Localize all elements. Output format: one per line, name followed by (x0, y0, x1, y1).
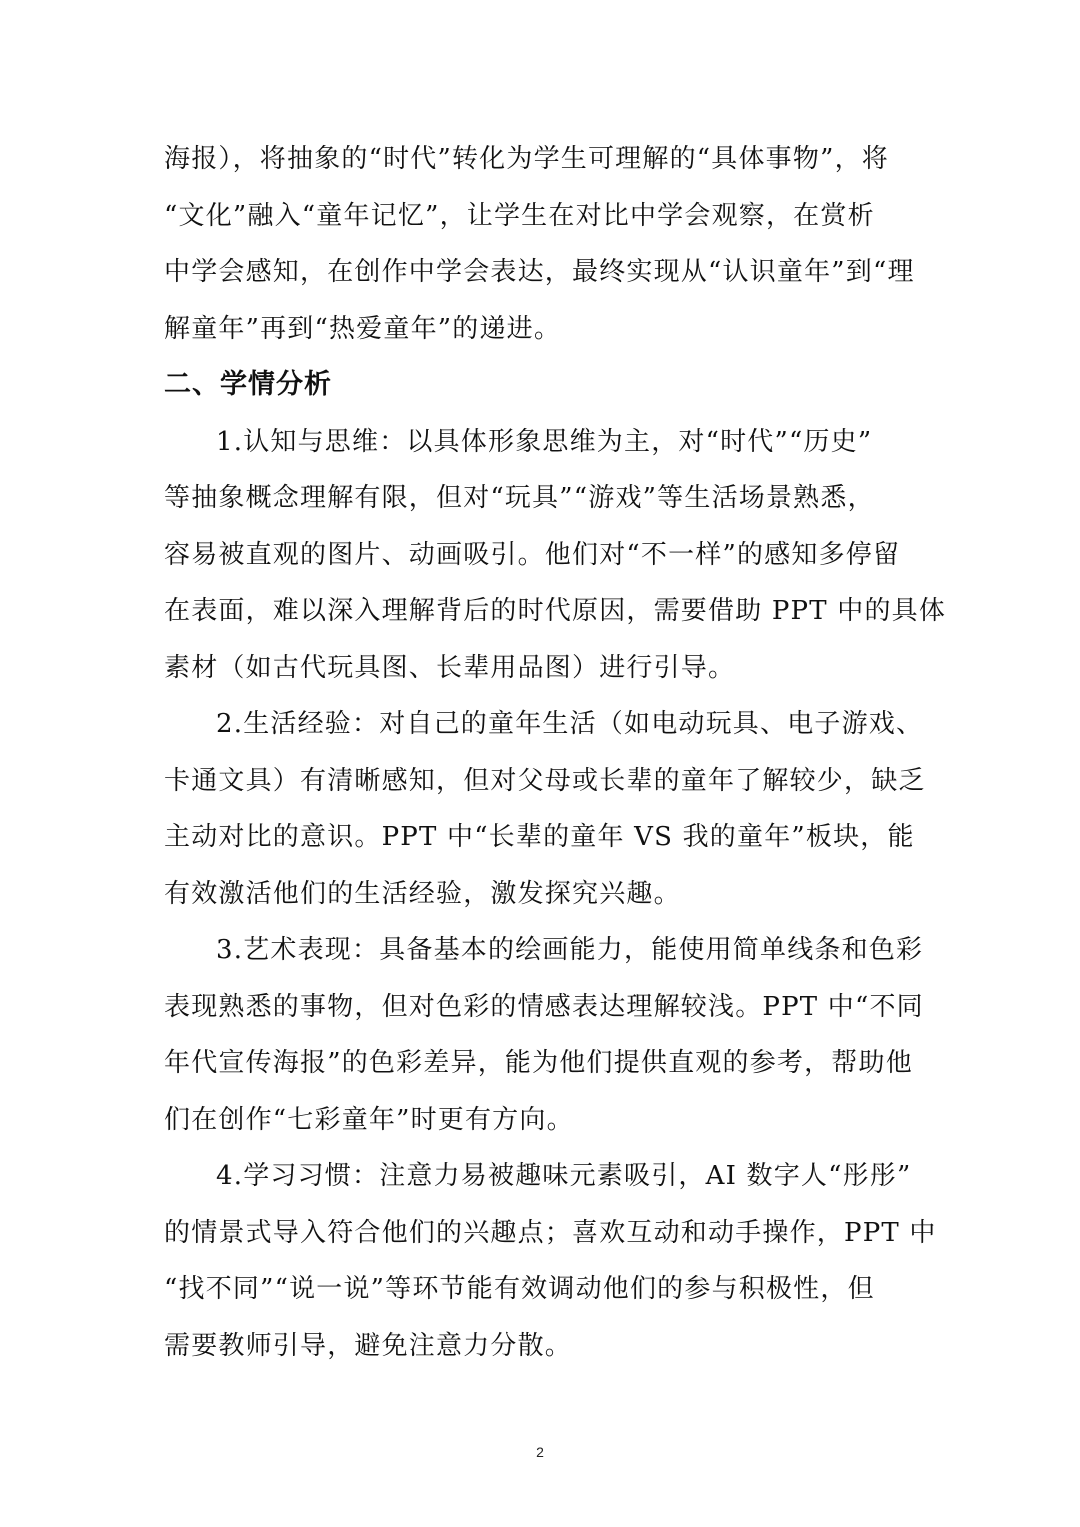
paragraph-line: 海报），将抽象的“时代”转化为学生可理解的“具体事物”，将 (164, 144, 889, 174)
paragraph-line: 需要教师引导，避免注意力分散。 (164, 1330, 573, 1361)
paragraph-line: 主动对比的意识。PPT 中“长辈的童年 VS 我的童年”板块，能 (164, 822, 915, 852)
paragraph-line: 表现熟悉的事物，但对色彩的情感表达理解较浅。PPT 中“不同 (164, 991, 924, 1022)
paragraph-line: 4.学习习惯：注意力易被趣味元素吸引，AI 数字人“彤彤” (216, 1161, 912, 1191)
paragraph-line: 素材（如古代玩具图、长辈用品图）进行引导。 (164, 652, 736, 683)
paragraph-line: 2.生活经验：对自己的童年生活（如电动玩具、电子游戏、 (216, 709, 924, 739)
paragraph-line: 有效激活他们的生活经验，激发探究兴趣。 (164, 878, 681, 909)
paragraph-line: 的情景式导入符合他们的兴趣点；喜欢互动和动手操作，PPT 中 (164, 1217, 937, 1248)
paragraph-line: 等抽象概念理解有限，但对“玩具”“游戏”等生活场景熟悉， (164, 483, 875, 513)
paragraph-line: 1.认知与思维：以具体形象思维为主，对“时代”“历史” (216, 426, 873, 457)
paragraph-line: “找不同”“说一说”等环节能有效调动他们的参与积极性，但 (164, 1274, 875, 1304)
section-heading: 二、学情分析 (164, 369, 332, 400)
paragraph-line: 在表面，难以深入理解背后的时代原因，需要借助 PPT 中的具体 (164, 596, 947, 626)
paragraph-line: 解童年”再到“热爱童年”的递进。 (164, 313, 562, 344)
paragraph-line: 卡通文具）有清晰感知，但对父母或长辈的童年了解较少，缺乏 (164, 765, 926, 796)
paragraph-line: 们在创作“七彩童年”时更有方向。 (164, 1104, 574, 1135)
paragraph-line: 中学会感知，在创作中学会表达，最终实现从“认识童年”到“理 (164, 257, 915, 287)
paragraph-line: 3.艺术表现：具备基本的绘画能力，能使用简单线条和色彩 (216, 935, 924, 965)
item-art-expression-paragraph (164, 922, 924, 1148)
item-learning-habits-paragraph (164, 1148, 937, 1374)
page-body (164, 131, 947, 1374)
paragraph-line: 年代宣传海报”的色彩差异，能为他们提供直观的参考，帮助他 (164, 1048, 913, 1078)
paragraph-line: 容易被直观的图片、动画吸引。他们对“不一样”的感知多停留 (164, 539, 901, 570)
item-life-experience-paragraph (164, 696, 926, 922)
intro-paragraph (164, 131, 916, 357)
item-cognition-paragraph (164, 414, 947, 697)
page-number: 2 (536, 1444, 544, 1460)
paragraph-line: “文化”融入“童年记忆”，让学生在对比中学会观察，在赏析 (164, 200, 875, 231)
